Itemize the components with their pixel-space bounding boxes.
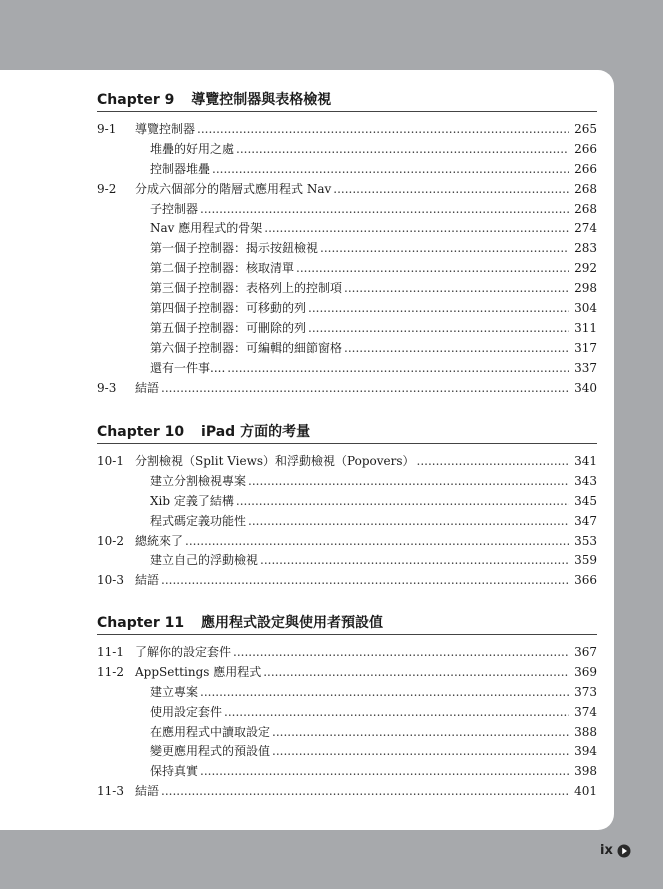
dot-leader xyxy=(417,454,569,468)
entry-title: 建立自己的浮動檢視 xyxy=(150,553,259,568)
chapter-title: 導覽控制器與表格檢視 xyxy=(191,92,332,108)
entry-title: 控制器堆疊 xyxy=(150,161,211,176)
toc-entry xyxy=(97,472,597,492)
entry-page-number: 298 xyxy=(574,281,597,296)
chapter-heading xyxy=(97,613,597,635)
entry-title: 第二個子控制器：核取清單 xyxy=(150,261,295,276)
toc-entry xyxy=(97,452,597,472)
entry-title: 子控制器 xyxy=(150,201,199,216)
section-number: 10-2 xyxy=(97,533,124,548)
entry-page-number: 388 xyxy=(574,724,597,739)
toc-entry xyxy=(97,299,597,319)
toc-entry xyxy=(97,140,597,160)
entry-title: 第五個子控制器：可刪除的列 xyxy=(150,320,307,335)
dot-leader xyxy=(200,764,569,778)
dot-leader xyxy=(263,665,569,679)
toc-entry xyxy=(97,683,597,703)
entry-page-number: 366 xyxy=(574,573,597,588)
chapter-label: Chapter 11 xyxy=(97,615,185,631)
entry-title: 結語 xyxy=(135,573,160,588)
chapter-section xyxy=(97,422,597,591)
toc-entry xyxy=(97,571,597,591)
entry-page-number: 292 xyxy=(574,261,597,276)
entry-title: 建立專案 xyxy=(150,684,199,699)
toc-entry xyxy=(97,379,597,399)
dot-leader xyxy=(161,784,569,798)
entry-title: 總統來了 xyxy=(135,533,184,548)
toc-entry xyxy=(97,663,597,683)
dot-leader xyxy=(248,474,569,488)
entry-page-number: 265 xyxy=(574,122,597,136)
entry-title: 變更應用程式的預設值 xyxy=(150,744,271,759)
entry-title: Xib 定義了結構 xyxy=(150,493,234,508)
entry-title: 第四個子控制器：可移動的列 xyxy=(150,301,307,316)
dot-leader xyxy=(248,514,569,528)
toc-entry xyxy=(97,359,597,379)
toc-entry xyxy=(97,239,597,259)
entry-title: 第一個子控制器：揭示按鈕檢視 xyxy=(150,241,319,256)
section-number: 9-2 xyxy=(97,181,117,196)
toc-entry xyxy=(97,532,597,552)
next-page-arrow-icon xyxy=(617,844,631,858)
entry-page-number: 274 xyxy=(574,221,597,236)
toc-entry xyxy=(97,180,597,200)
toc-entry xyxy=(97,782,597,802)
entry-title: 第三個子控制器：表格列上的控制項 xyxy=(150,281,343,296)
dot-leader xyxy=(200,685,569,699)
entry-title: 保持真實 xyxy=(150,764,199,779)
entry-page-number: 343 xyxy=(574,473,597,488)
entry-page-number: 394 xyxy=(574,744,597,759)
toc-entry xyxy=(97,643,597,663)
chapter-heading xyxy=(97,90,597,112)
toc-entry xyxy=(97,279,597,299)
dot-leader xyxy=(161,381,569,395)
entry-page-number: 353 xyxy=(574,533,597,548)
toc-entry xyxy=(97,339,597,359)
entry-page-number: 341 xyxy=(574,454,597,468)
dot-leader xyxy=(197,122,569,136)
toc-entry xyxy=(97,319,597,339)
section-number: 9-3 xyxy=(97,380,117,395)
page-footer xyxy=(600,843,631,858)
toc-entry xyxy=(97,551,597,571)
entry-title: 使用設定套件 xyxy=(150,704,223,719)
chapter-section xyxy=(97,613,597,802)
toc-entry xyxy=(97,762,597,782)
dot-leader xyxy=(344,281,569,295)
dot-leader xyxy=(272,725,569,739)
toc-entry xyxy=(97,160,597,180)
entry-page-number: 317 xyxy=(574,340,597,355)
entry-title: Nav 應用程式的骨架 xyxy=(150,221,263,236)
dot-leader xyxy=(296,261,569,275)
toc-entry xyxy=(97,512,597,532)
entry-page-number: 268 xyxy=(574,201,597,216)
dot-leader xyxy=(320,241,569,255)
entry-page-number: 369 xyxy=(574,664,597,679)
entry-page-number: 398 xyxy=(574,764,597,779)
dot-leader xyxy=(185,534,569,548)
entry-page-number: 374 xyxy=(574,704,597,719)
entry-page-number: 266 xyxy=(574,141,597,156)
entry-page-number: 347 xyxy=(574,513,597,528)
dot-leader xyxy=(264,221,569,235)
chapter-heading xyxy=(97,422,597,444)
dot-leader xyxy=(227,361,569,375)
entry-title: AppSettings 應用程式 xyxy=(135,664,262,679)
section-number: 11-1 xyxy=(97,645,124,659)
entry-page-number: 337 xyxy=(574,360,597,375)
section-number: 9-1 xyxy=(97,122,117,136)
toc-entry xyxy=(97,200,597,220)
section-number: 10-3 xyxy=(97,573,124,588)
chapter-title: 應用程式設定與使用者預設值 xyxy=(201,615,384,631)
entry-title: 導覽控制器 xyxy=(135,122,196,136)
entry-title: 了解你的設定套件 xyxy=(135,645,232,659)
dot-leader xyxy=(236,494,569,508)
dot-leader xyxy=(308,301,569,315)
dot-leader xyxy=(200,202,569,216)
chapter-title: iPad 方面的考量 xyxy=(201,424,311,440)
entry-title: 堆疊的好用之處 xyxy=(150,141,235,156)
entry-page-number: 373 xyxy=(574,684,597,699)
toc-entry xyxy=(97,120,597,140)
entry-title: 結語 xyxy=(135,380,160,395)
chapter-section xyxy=(97,90,597,398)
entry-title: 還有一件事.... xyxy=(150,360,226,375)
toc-entry-list xyxy=(97,643,597,802)
entry-page-number: 345 xyxy=(574,493,597,508)
toc-entry xyxy=(97,219,597,239)
chapter-label: Chapter 9 xyxy=(97,92,175,108)
entry-page-number: 367 xyxy=(574,645,597,659)
toc-entry-list xyxy=(97,120,597,398)
dot-leader xyxy=(233,645,569,659)
entry-page-number: 268 xyxy=(574,181,597,196)
dot-leader xyxy=(344,341,569,355)
entry-page-number: 283 xyxy=(574,241,597,256)
dot-leader xyxy=(212,162,569,176)
entry-page-number: 304 xyxy=(574,301,597,316)
toc-entry xyxy=(97,703,597,723)
entry-page-number: 401 xyxy=(574,784,597,799)
toc-entry xyxy=(97,492,597,512)
entry-title: 程式碼定義功能性 xyxy=(150,513,247,528)
entry-title: 建立分割檢視專案 xyxy=(150,473,247,488)
dot-leader xyxy=(161,573,569,587)
dot-leader xyxy=(333,182,569,196)
section-number: 10-1 xyxy=(97,454,124,468)
page-number: ix xyxy=(600,843,613,858)
dot-leader xyxy=(236,142,569,156)
chapter-label: Chapter 10 xyxy=(97,424,185,440)
entry-page-number: 340 xyxy=(574,380,597,395)
toc-entry-list xyxy=(97,452,597,591)
section-number: 11-2 xyxy=(97,664,124,679)
section-number: 11-3 xyxy=(97,784,124,799)
dot-leader xyxy=(272,744,569,758)
entry-title: 在應用程式中讀取設定 xyxy=(150,724,271,739)
dot-leader xyxy=(260,553,569,567)
dot-leader xyxy=(224,705,569,719)
entry-title: 第六個子控制器：可編輯的細節窗格 xyxy=(150,340,343,355)
entry-page-number: 359 xyxy=(574,553,597,568)
dot-leader xyxy=(308,321,569,335)
entry-page-number: 266 xyxy=(574,161,597,176)
entry-page-number: 311 xyxy=(574,320,597,335)
entry-title: 分成六個部分的階層式應用程式 Nav xyxy=(135,181,332,196)
toc-entry xyxy=(97,723,597,743)
toc-entry xyxy=(97,742,597,762)
entry-title: 分割檢視（Split Views）和浮動檢視（Popovers） xyxy=(135,454,415,468)
entry-title: 結語 xyxy=(135,784,160,799)
toc-entry xyxy=(97,259,597,279)
